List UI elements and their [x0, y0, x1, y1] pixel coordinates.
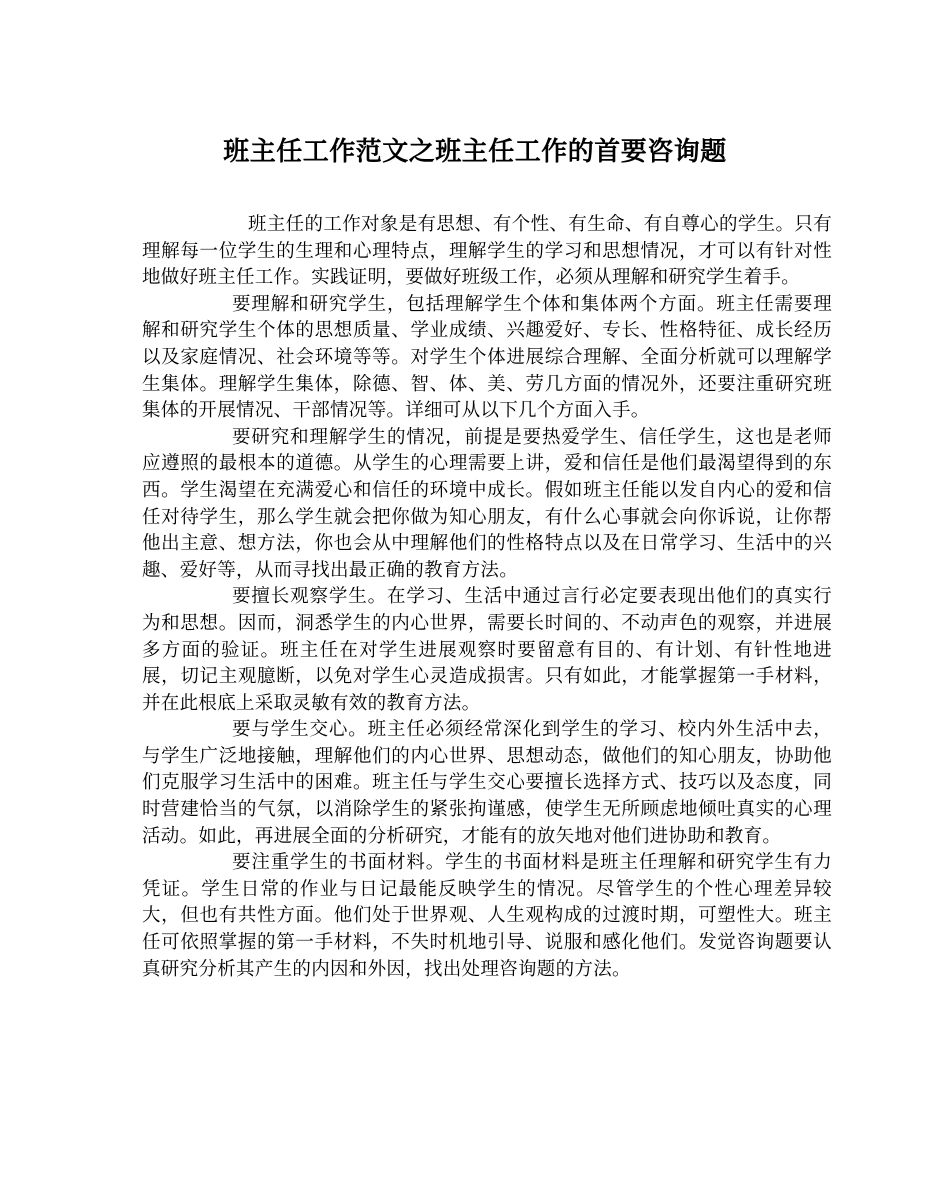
paragraph-2: 要理解和研究学生，包括理解学生个体和集体两个方面。班主任需要理解和研究学生个体的思想质量、学业成绩、兴趣爱好、专长、性格特征、成长经历以及家庭情况、社会环境等等。对学生个体进展综合理解、全面分析就可以理解学生集体。理解学生集体，除德、智、体、美、劳几方面的情况外，还要注重研究班集体的开展情况、干部情况等。详细可从以下几个方面入手。 [142, 293, 832, 422]
document-title: 班主任工作范文之班主任工作的首要咨询题 [223, 137, 727, 167]
paragraph-6: 要注重学生的书面材料。学生的书面材料是班主任理解和研究学生有力凭证。学生日常的作业与日记最能反映学生的情况。尽管学生的个性心理差异较大，但也有共性方面。他们处于世界观、人生观构成的过渡时期，可塑性大。班主任可依照掌握的第一手材料，不失时机地引导、说服和感化他们。发觉咨询题要认真研究分析其产生的内因和外因，找出处理咨询题的方法。 [142, 852, 832, 980]
paragraph-4: 要擅长观察学生。在学习、生活中通过言行必定要表现出他们的真实行为和思想。因而，洞悉学生的内心世界，需要长时间的、不动声色的观察，并进展多方面的验证。班主任在对学生进展观察时要留意有目的、有计划、有针性地进展，切记主观臆断，以免对学生心灵造成损害。只有如此，才能掌握第一手材料，并在此根底上采取灵敏有效的教育方法。 [142, 586, 832, 714]
paragraph-5: 要与学生交心。班主任必须经常深化到学生的学习、校内外生活中去，与学生广泛地接触，理解他们的内心世界、思想动态，做他们的知心朋友，协助他们克服学习生活中的困难。班主任与学生交心要擅长选择方式、技巧以及态度，同时营建恰当的气氛，以消除学生的紧张拘谨感，使学生无所顾虑地倾吐真实的心理活动。如此，再进展全面的分析研究，才能有的放矢地对他们进协助和教育。 [142, 719, 832, 847]
paragraph-3: 要研究和理解学生的情况，前提是要热爱学生、信任学生，这也是老师应遵照的最根本的道德。从学生的心理需要上讲，爱和信任是他们最渴望得到的东西。学生渴望在充满爱心和信任的环境中成长。假如班主任能以发自内心的爱和信任对待学生，那么学生就会把你做为知心朋友，有什么心事就会向你诉说，让你帮他出主意、想方法，你也会从中理解他们的性格特点以及在日常学习、生活中的兴趣、爱好等，从而寻找出最正确的教育方法。 [142, 426, 832, 581]
paragraph-1: 班主任的工作对象是有思想、有个性、有生命、有自尊心的学生。只有理解每一位学生的生理和心理特点，理解学生的学习和思想情况，才可以有针对性地做好班主任工作。实践证明，要做好班级工作，必须从理解和研究学生着手。 [142, 214, 832, 289]
document-body [142, 212, 832, 983]
